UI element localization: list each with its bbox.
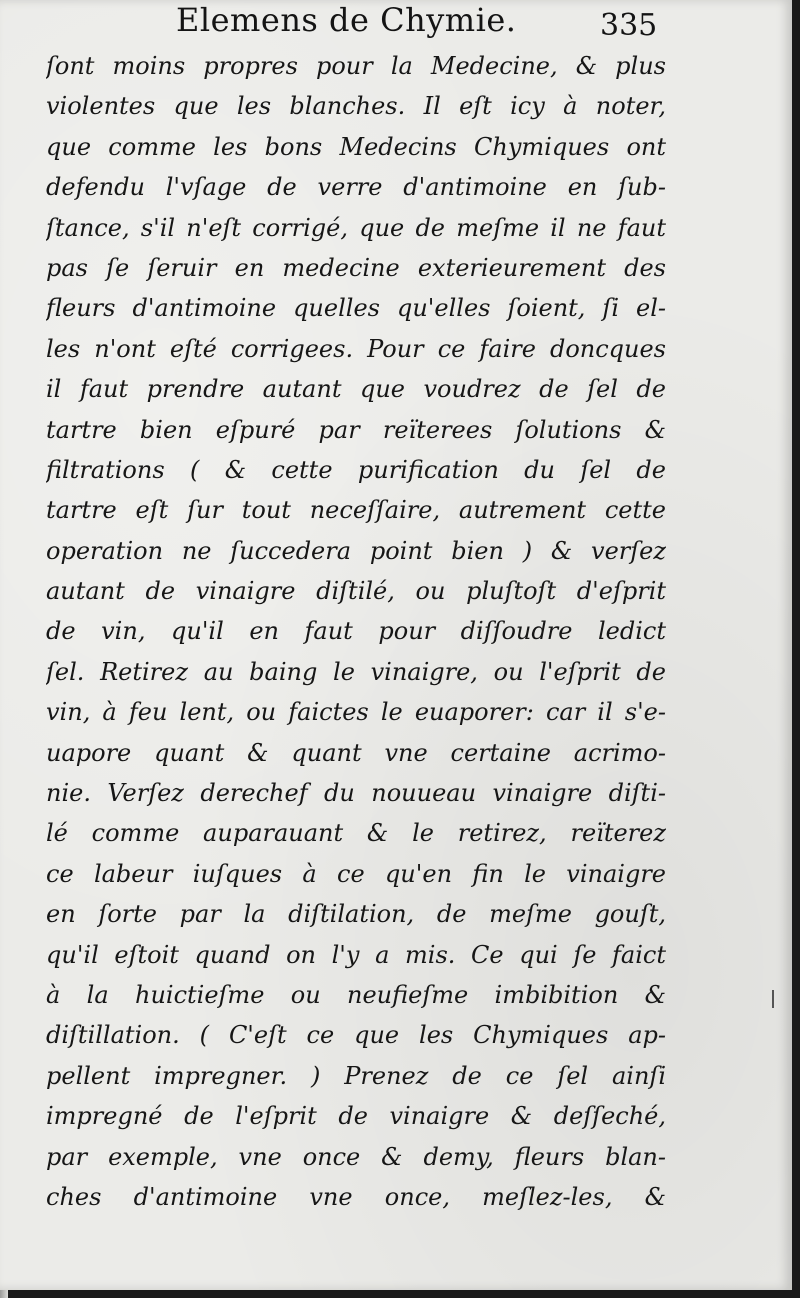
- text-line: lé comme auparauant & le retirez, reïterez: [46, 819, 666, 848]
- text-line: en ſorte par la diſtilation, de meſme gouſt,: [46, 900, 666, 929]
- margin-mark: [772, 990, 774, 1008]
- text-line: diſtillation. ( C'eſt ce que les Chymiques ap-: [46, 1021, 666, 1050]
- text-line: ſel. Retirez au baing le vinaigre, ou l'eſprit de: [46, 657, 666, 686]
- text-line: pellent impregner. ) Prenez de ce ſel ainſi: [46, 1061, 666, 1090]
- text-line: ſtance, s'il n'eſt corrigé, que de meſme il ne faut: [46, 213, 666, 242]
- text-line: pas ſe ſeruir en medecine exterieurement des: [46, 253, 666, 282]
- text-line: filtrations ( & cette purification du ſel de: [46, 455, 666, 484]
- text-line: tartre eſt ſur tout neceſſaire, autrement cette: [46, 496, 666, 525]
- text-line: ce labeur iuſques à ce qu'en fin le vinaigre: [46, 859, 666, 888]
- text-line: operation ne ſuccedera point bien ) & verſez: [46, 536, 666, 565]
- text-line: ches d'antimoine vne once, meſlez-les, &: [46, 1182, 666, 1211]
- text-line: que comme les bons Medecins Chymiques ont: [46, 132, 666, 161]
- text-line: violentes que les blanches. Il eſt icy à noter,: [46, 92, 666, 121]
- text-line: autant de vinaigre diſtilé, ou pluſtoſt d'eſprit: [46, 577, 666, 606]
- text-line: tartre bien eſpuré par reïterees ſolutions &: [46, 415, 666, 444]
- text-line: ſont moins propres pour la Medecine, & plus: [46, 52, 666, 80]
- text-line: il faut prendre autant que voudrez de ſel de: [46, 375, 666, 404]
- text-line: impregné de l'eſprit de vinaigre & deſſeché,: [46, 1102, 666, 1131]
- text-line: qu'il eſtoit quand on l'y a mis. Ce qui ſe faict: [46, 940, 666, 969]
- page-number: 335: [600, 8, 658, 43]
- text-line: à la huictieſme ou neufieſme imbibition &: [46, 980, 666, 1009]
- body-text: [46, 46, 666, 1217]
- text-line: fleurs d'antimoine quelles qu'elles ſoient, ſi el-: [46, 294, 666, 323]
- text-line: nie. Verſez derechef du nouueau vinaigre diſti-: [46, 779, 666, 808]
- text-line: uapore quant & quant vne certaine acrimo-: [46, 738, 666, 767]
- text-line: par exemple, vne once & demy, fleurs blan-: [46, 1142, 666, 1171]
- text-line: defendu l'vſage de verre d'antimoine en ſub-: [46, 173, 666, 202]
- text-line: vin, à feu lent, ou faictes le euaporer: car il s'e-: [46, 698, 666, 727]
- running-head: [0, 0, 792, 48]
- running-head-title: Elemens de Chymie.: [176, 1, 517, 39]
- text-line: de vin, qu'il en faut pour diſſoudre ledict: [46, 617, 666, 646]
- text-line: les n'ont eſté corrigees. Pour ce faire doncques: [46, 334, 666, 363]
